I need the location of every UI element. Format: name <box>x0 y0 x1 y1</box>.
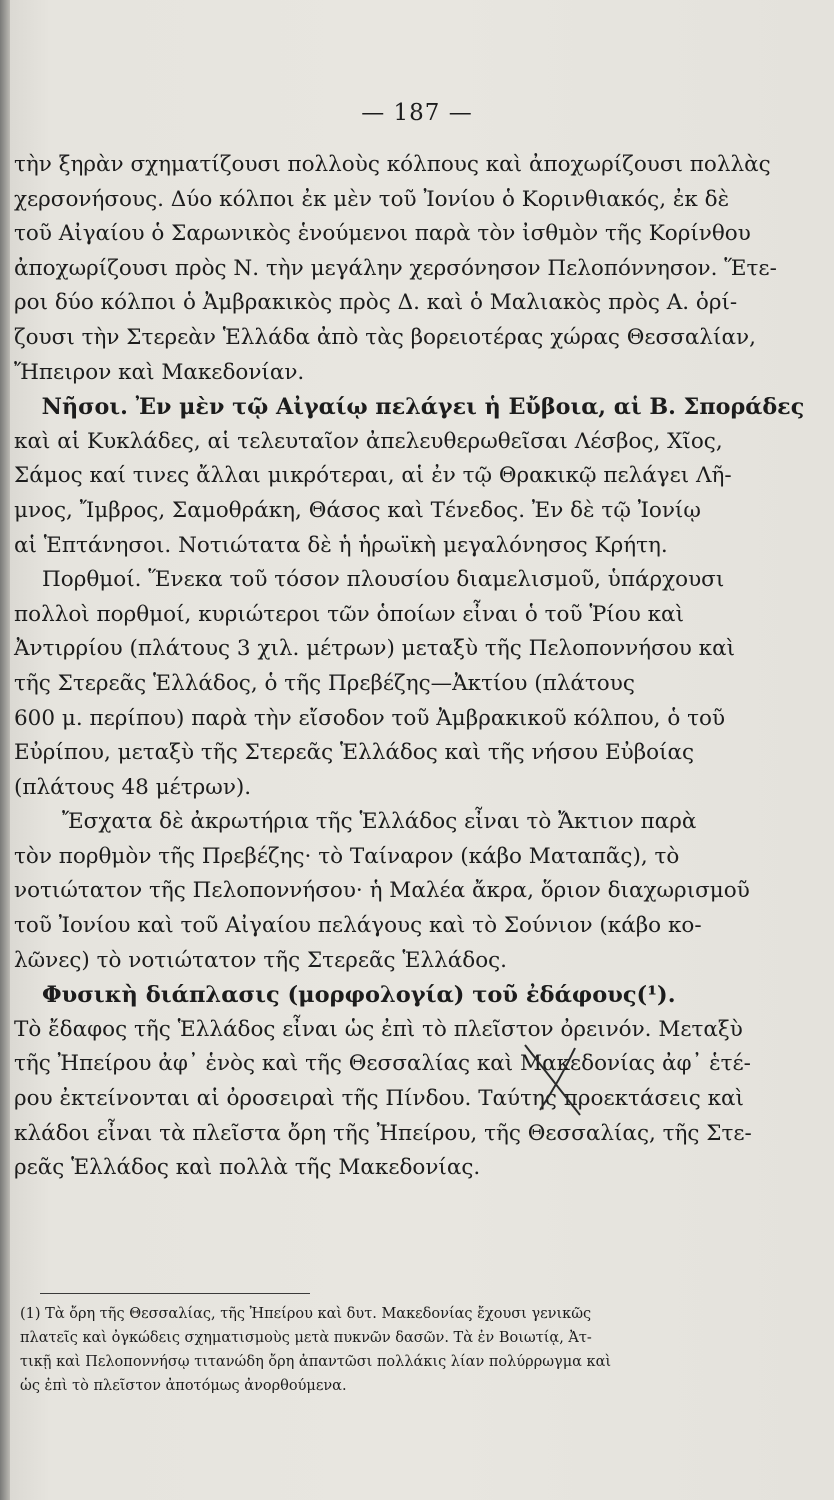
text-line: καὶ αἱ Κυκλάδες, αἱ τελευταῖον ἀπελευθερωθεῖσαι Λέσβος, Χῖος, <box>14 428 723 454</box>
text-line: Τὸ ἔδαφος τῆς Ἑλλάδος εἶναι ὡς ἐπὶ τὸ πλεῖστον ὀρεινόν. Μεταξὺ <box>14 1016 743 1042</box>
footnote-line: (1) Τὰ ὄρη τῆς Θεσσαλίας, τῆς Ἠπείρου καὶ δυτ. Μακεδονίας ἔχουσι γενικῶς <box>20 1306 592 1322</box>
text-line: χερσονήσους. Δύο κόλποι ἐκ μὲν τοῦ Ἰονίου ὁ Κορινθιακός, ἐκ δὲ <box>14 186 730 212</box>
text-line: τῆς Ἠπείρου ἀφ᾿ ἑνὸς καὶ τῆς Θεσσαλίας καὶ Μακεδονίας ἀφ᾿ ἑτέ- <box>14 1051 751 1077</box>
text-line: τοῦ Ἰονίου καὶ τοῦ Αἰγαίου πελάγους καὶ τὸ Σούνιον (κάβο κο- <box>14 913 702 939</box>
text-line: τοῦ Αἰγαίου ὁ Σαρωνικὸς ἑνούμενοι παρὰ τὸν ἰσθμὸν τῆς Κορίνθου <box>14 221 751 247</box>
text-line: Ἀντιρρίου (πλάτους 3 χιλ. μέτρων) μεταξὺ τῆς Πελοποννήσου καὶ <box>14 636 736 662</box>
text-line: Σάμος καί τινες ἄλλαι μικρότεραι, αἱ ἐν τῷ Θρακικῷ πελάγει Λῆ- <box>14 463 732 489</box>
footnote-rule <box>40 1293 310 1294</box>
text-line: ροι δύο κόλποι ὁ Ἀμβρακικὸς πρὸς Δ. καὶ ὁ Μαλιακὸς πρὸς Α. ὁρί- <box>14 290 738 316</box>
text-line: νοτιώτατον τῆς Πελοποννήσου· ἡ Μαλέα ἄκρα, ὅριον διαχωρισμοῦ <box>14 878 750 904</box>
footnote-line: πλατεῖς καὶ ὀγκώδεις σχηματισμοὺς μετὰ πυκνῶν δασῶν. Τὰ ἐν Βοιωτίᾳ, Ἀτ- <box>20 1330 592 1346</box>
text-line: αἱ Ἑπτάνησοι. Νοτιώτατα δὲ ἡ ἡρωϊκὴ μεγαλόνησος Κρήτη. <box>14 532 668 558</box>
text-line: Ἔσχατα δὲ ἀκρωτήρια τῆς Ἑλλάδος εἶναι τὸ Ἄκτιον παρὰ <box>62 809 697 835</box>
text-line: κλάδοι εἶναι τὰ πλεῖστα ὄρη τῆς Ἠπείρου, τῆς Θεσσαλίας, τῆς Στε- <box>14 1120 752 1146</box>
footnote <box>20 1302 804 1398</box>
text-line: Εὐρίπου, μεταξὺ τῆς Στερεᾶς Ἑλλάδος καὶ τῆς νήσου Εὐβοίας <box>14 740 695 766</box>
handwritten-mark-icon <box>520 1040 590 1120</box>
text-line: ρου ἐκτείνονται αἱ ὀροσειραὶ τῆς Πίνδου. Ταύτης προεκτάσεις καὶ <box>14 1086 744 1112</box>
section-heading-straits: Πορθμοί. Ἕνεκα τοῦ τόσον πλουσίου διαμελισμοῦ, ὑπάρχουσι <box>42 567 725 593</box>
text-line: ἀποχωρίζουσι πρὸς Ν. τὴν μεγάλην χερσόνησον Πελοπόννησον. Ἕτε- <box>14 255 777 281</box>
footnote-line: τικῇ καὶ Πελοποννήσῳ τιτανώδη ὄρη ἀπαντῶσι πολλάκις λίαν πολύρρωγμα καὶ <box>20 1354 612 1370</box>
text-line: ζουσι τὴν Στερεὰν Ἑλλάδα ἀπὸ τὰς βορειοτέρας χώρας Θεσσαλίαν, <box>14 324 756 350</box>
section-heading-islands: Νῆσοι. Ἐν μὲν τῷ Αἰγαίῳ πελάγει ἡ Εὔβοια, αἱ Β. Σποράδες <box>41 394 805 421</box>
text-line: (πλάτους 48 μέτρων). <box>14 774 252 800</box>
text-line: τῆς Στερεᾶς Ἑλλάδος, ὁ τῆς Πρεβέζης—Ἀκτίου (πλάτους <box>14 670 635 696</box>
text-line: 600 μ. περίπου) παρὰ τὴν εἴσοδον τοῦ Ἀμβρακικοῦ κόλπου, ὁ τοῦ <box>14 705 726 731</box>
text-line: τὸν πορθμὸν τῆς Πρεβέζης· τὸ Ταίναρον (κάβο Ματαπᾶς), τὸ <box>14 843 680 869</box>
text-line: ρεᾶς Ἑλλάδος καὶ πολλὰ τῆς Μακεδονίας. <box>14 1155 481 1181</box>
footnote-line: ὡς ἐπὶ τὸ πλεῖστον ἀποτόμως ἀνορθούμενα. <box>20 1378 347 1394</box>
text-line: λῶνες) τὸ νοτιώτατον τῆς Στερεᾶς Ἑλλάδος. <box>14 947 508 973</box>
page-binding-edge <box>0 0 10 1500</box>
main-text <box>14 148 804 1186</box>
text-line: μνος, Ἴμβρος, Σαμοθράκη, Θάσος καὶ Τένεδος. Ἐν δὲ τῷ Ἰονίῳ <box>14 497 701 523</box>
text-line: πολλοὶ πορθμοί, κυριώτεροι τῶν ὁποίων εἶναι ὁ τοῦ Ῥίου καὶ <box>14 601 685 627</box>
text-line: τὴν ξηρὰν σχηματίζουσι πολλοὺς κόλπους καὶ ἀποχωρίζουσι πολλὰς <box>14 152 771 177</box>
section-heading-physical: Φυσικὴ διάπλασις (μορφολογία) τοῦ ἐδάφους(¹). <box>42 982 676 1009</box>
text-line: Ἤπειρον καὶ Μακεδονίαν. <box>14 359 305 385</box>
page-number: — 187 — <box>361 100 473 126</box>
